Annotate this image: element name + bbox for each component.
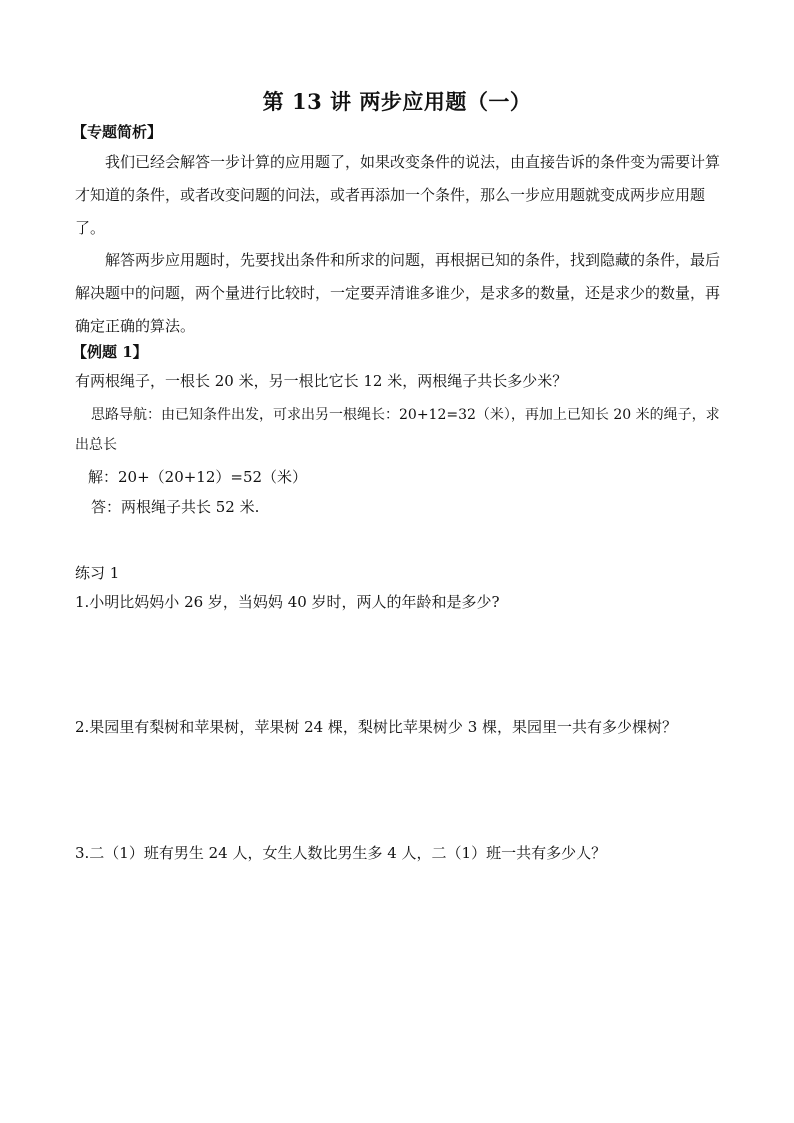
page-title: 第 13 讲 两步应用题（一） [262, 89, 532, 114]
example-solution: 解：20+（20+12）=52（米） [88, 468, 308, 486]
practice-heading: 练习 1 [75, 564, 120, 582]
practice-question-3: 3.二（1）班有男生 24 人，女生人数比男生多 4 人，二（1）班一共有多少人？ [75, 844, 607, 862]
intro-heading: 【专题简析】 [72, 123, 163, 141]
example-question: 有两根绳子，一根长 20 米，另一根比它长 12 米，两根绳子共长多少米？ [75, 372, 568, 390]
practice-question-2: 2.果园里有梨树和苹果树，苹果树 24 棵，梨树比苹果树少 3 棵，果园里一共有多少棵树？ [75, 718, 678, 736]
example-answer: 答：两根绳子共长 52 米. [91, 498, 260, 516]
intro-paragraph-1: 我们已经会解答一步计算的应用题了，如果改变条件的说法，由直接告诉的条件变为需要计算才知道的条件，或者改变问题的问法，或者再添加一个条件，那么一步应用题就变成两步应用题了。 [75, 153, 721, 237]
practice-question-1: 1.小明比妈妈小 26 岁，当妈妈 40 岁时，两人的年龄和是多少? [75, 593, 500, 611]
example-heading: 【例题 1】 [72, 343, 148, 361]
example-hint: 思路导航：由已知条件出发，可求出另一根绳长：20+12=32（米），再加上已知长 20 米的绳子，求出总长 [75, 407, 720, 453]
intro-paragraph-2: 解答两步应用题时，先要找出条件和所求的问题，再根据已知的条件，找到隐藏的条件，最后解决题中的问题，两个量进行比较时，一定要弄清谁多谁少，是求多的数量，还是求少的数量，再确定正确的算法。 [75, 251, 721, 335]
